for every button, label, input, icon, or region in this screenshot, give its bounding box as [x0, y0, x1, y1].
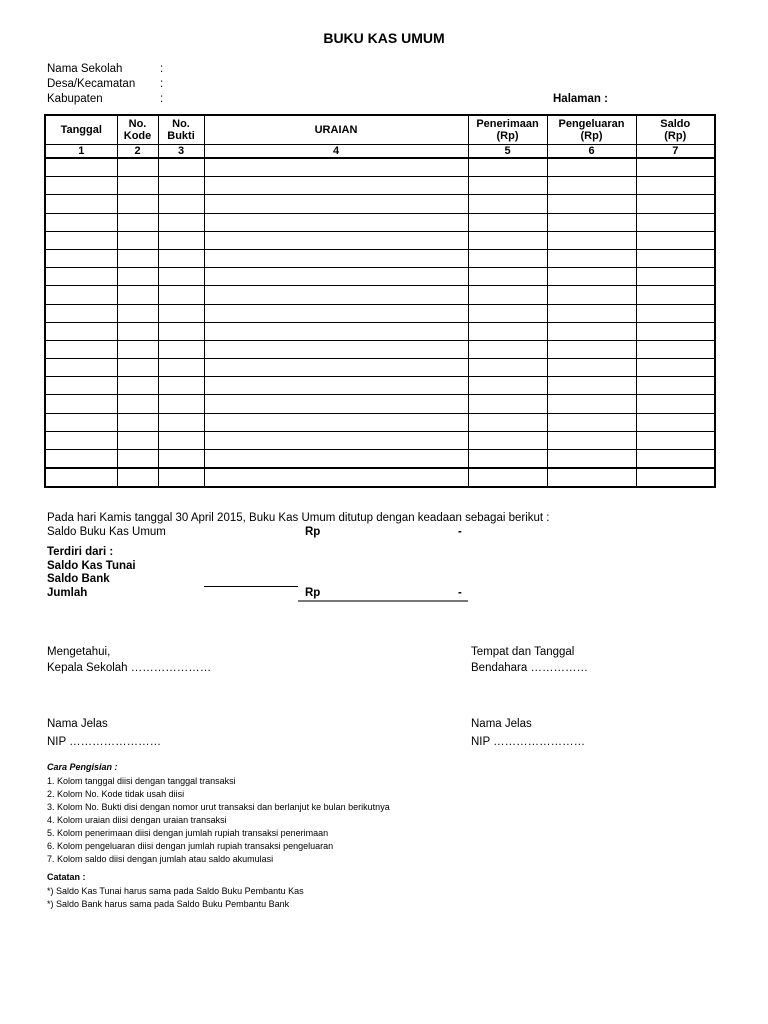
sig-right-name: Nama Jelas — [471, 718, 532, 730]
table-cell[interactable] — [45, 413, 117, 431]
table-cell[interactable] — [158, 340, 204, 358]
table-cell[interactable] — [204, 213, 468, 231]
table-cell[interactable] — [117, 195, 158, 213]
col-header-penerimaan: Penerimaan (Rp) — [468, 115, 547, 145]
col-number: 6 — [547, 145, 636, 159]
table-cell[interactable] — [204, 431, 468, 449]
table-cell[interactable] — [636, 322, 715, 340]
table-cell[interactable] — [117, 340, 158, 358]
table-cell[interactable] — [117, 359, 158, 377]
page-title: BUKU KAS UMUM — [323, 30, 445, 46]
total-underline — [298, 600, 468, 602]
table-cell[interactable] — [204, 450, 468, 469]
table-cell[interactable] — [204, 322, 468, 340]
table-cell[interactable] — [45, 286, 117, 304]
halaman-label: Halaman : — [553, 93, 608, 105]
sig-left-nip: NIP …………………… — [47, 736, 162, 748]
saldo-buku-kas-label: Saldo Buku Kas Umum — [47, 526, 166, 538]
col-number: 2 — [117, 145, 158, 159]
table-cell[interactable] — [468, 468, 547, 487]
table-cell[interactable] — [204, 413, 468, 431]
table-cell[interactable] — [117, 213, 158, 231]
terdiri-label: Terdiri dari : — [47, 546, 114, 558]
table-cell[interactable] — [204, 340, 468, 358]
table-cell[interactable] — [204, 359, 468, 377]
table-cell[interactable] — [468, 450, 547, 469]
sig-left-name: Nama Jelas — [47, 718, 108, 730]
table-cell[interactable] — [158, 177, 204, 195]
table-cell[interactable] — [468, 340, 547, 358]
table-cell[interactable] — [45, 322, 117, 340]
table-cell[interactable] — [45, 431, 117, 449]
jumlah-label: Jumlah — [47, 587, 88, 599]
table-row — [45, 377, 715, 395]
jumlah-rp-label: Rp — [305, 587, 321, 599]
table-row — [45, 450, 715, 469]
table-cell[interactable] — [547, 158, 636, 177]
table-cell[interactable] — [45, 395, 117, 413]
table-row — [45, 322, 715, 340]
table-cell[interactable] — [158, 431, 204, 449]
table-cell[interactable] — [204, 177, 468, 195]
field-sep-nama-sekolah: : — [160, 63, 164, 75]
table-cell[interactable] — [158, 450, 204, 469]
table-cell[interactable] — [636, 268, 715, 286]
table-cell[interactable] — [547, 213, 636, 231]
table-cell[interactable] — [468, 286, 547, 304]
sig-right-nip: NIP …………………… — [471, 736, 586, 748]
table-cell[interactable] — [117, 231, 158, 249]
col-header-pengeluaran: Pengeluaran (Rp) — [547, 115, 636, 145]
field-label-nama-sekolah: Nama Sekolah — [47, 63, 123, 75]
table-cell[interactable] — [547, 304, 636, 322]
table-row — [45, 359, 715, 377]
table-cell[interactable] — [547, 450, 636, 469]
table-cell[interactable] — [117, 304, 158, 322]
table-cell[interactable] — [468, 231, 547, 249]
col-header-no-bukti: No. Bukti — [158, 115, 204, 145]
table-total-row — [45, 468, 715, 487]
table-row — [45, 413, 715, 431]
table-cell[interactable] — [468, 413, 547, 431]
table-cell[interactable] — [547, 249, 636, 267]
jumlah-value: - — [458, 587, 462, 599]
table-cell[interactable] — [547, 413, 636, 431]
instruction-item: 4. Kolom uraian diisi dengan uraian transaksi — [47, 815, 227, 825]
table-cell[interactable] — [204, 377, 468, 395]
table-cell[interactable] — [117, 249, 158, 267]
table-cell[interactable] — [45, 249, 117, 267]
table-cell[interactable] — [204, 231, 468, 249]
table-cell[interactable] — [45, 231, 117, 249]
table-cell[interactable] — [204, 395, 468, 413]
table-cell[interactable] — [204, 195, 468, 213]
table-cell[interactable] — [204, 304, 468, 322]
table-cell[interactable] — [636, 413, 715, 431]
table-cell[interactable] — [547, 231, 636, 249]
table-row — [45, 158, 715, 177]
col-header-saldo: Saldo (Rp) — [636, 115, 715, 145]
table-cell[interactable] — [45, 468, 117, 487]
col-header-no-kode: No. Kode — [117, 115, 158, 145]
table-cell[interactable] — [117, 322, 158, 340]
table-cell[interactable] — [468, 268, 547, 286]
table-cell[interactable] — [468, 431, 547, 449]
table-cell[interactable] — [45, 177, 117, 195]
table-cell[interactable] — [468, 304, 547, 322]
sig-left-line2: Kepala Sekolah ………………… — [47, 662, 212, 674]
sig-right-line2: Bendahara …………… — [471, 662, 588, 674]
table-cell[interactable] — [636, 231, 715, 249]
table-row — [45, 304, 715, 322]
instruction-item: 5. Kolom penerimaan diisi dengan jumlah rupiah transaksi penerimaan — [47, 828, 329, 838]
instruction-item: 7. Kolom saldo diisi dengan jumlah atau saldo akumulasi — [47, 854, 274, 864]
table-cell[interactable] — [636, 377, 715, 395]
table-cell[interactable] — [547, 268, 636, 286]
column-number-row — [45, 145, 715, 159]
table-cell[interactable] — [468, 377, 547, 395]
table-row — [45, 177, 715, 195]
sig-right-line1: Tempat dan Tanggal — [471, 646, 575, 658]
table-cell[interactable] — [158, 377, 204, 395]
table-cell[interactable] — [158, 213, 204, 231]
field-label-desa-kecamatan: Desa/Kecamatan — [47, 78, 136, 90]
table-cell[interactable] — [547, 286, 636, 304]
table-row — [45, 268, 715, 286]
table-row — [45, 395, 715, 413]
table-cell[interactable] — [204, 468, 468, 487]
table-cell[interactable] — [547, 177, 636, 195]
saldo-rp-label: Rp — [305, 526, 321, 538]
ledger-body — [45, 158, 715, 487]
col-number: 4 — [204, 145, 468, 159]
field-sep-kabupaten: : — [160, 93, 164, 105]
table-cell[interactable] — [204, 286, 468, 304]
table-cell[interactable] — [468, 177, 547, 195]
table-cell[interactable] — [117, 395, 158, 413]
table-cell[interactable] — [117, 431, 158, 449]
notes-list — [47, 885, 304, 911]
instruction-item: 6. Kolom pengeluaran diisi dengan jumlah rupiah transaksi pengeluaran — [47, 841, 334, 851]
table-cell[interactable] — [158, 286, 204, 304]
instruction-item: 3. Kolom No. Bukti disi dengan nomor urut transaksi dan berlanjut ke bulan berikutnya — [47, 802, 390, 812]
table-cell[interactable] — [45, 304, 117, 322]
note-item: *) Saldo Kas Tunai harus sama pada Saldo Buku Pembantu Kas — [47, 886, 304, 896]
table-cell[interactable] — [204, 158, 468, 177]
table-cell[interactable] — [547, 431, 636, 449]
table-row — [45, 286, 715, 304]
table-cell[interactable] — [117, 177, 158, 195]
table-cell[interactable] — [117, 268, 158, 286]
col-number: 3 — [158, 145, 204, 159]
table-cell[interactable] — [636, 249, 715, 267]
instruction-item: 2. Kolom No. Kode tidak usah diisi — [47, 789, 185, 799]
table-cell[interactable] — [45, 158, 117, 177]
table-cell[interactable] — [158, 304, 204, 322]
table-cell[interactable] — [468, 322, 547, 340]
table-cell[interactable] — [547, 322, 636, 340]
table-cell[interactable] — [158, 195, 204, 213]
col-header-tanggal: Tanggal — [45, 115, 117, 145]
table-cell[interactable] — [636, 450, 715, 469]
table-cell[interactable] — [158, 268, 204, 286]
bank-label: Saldo Bank — [47, 573, 110, 585]
closing-text: Pada hari Kamis tanggal 30 April 2015, Buku Kas Umum ditutup dengan keadaan sebagai berikut : — [47, 512, 550, 524]
table-cell[interactable] — [636, 195, 715, 213]
table-cell[interactable] — [45, 340, 117, 358]
table-header-row — [45, 115, 715, 145]
table-cell[interactable] — [468, 195, 547, 213]
table-cell[interactable] — [636, 431, 715, 449]
table-cell[interactable] — [547, 195, 636, 213]
sig-left-line1: Mengetahui, — [47, 646, 111, 658]
field-label-kabupaten: Kabupaten — [47, 93, 103, 105]
table-cell[interactable] — [158, 322, 204, 340]
table-cell[interactable] — [45, 359, 117, 377]
table-cell[interactable] — [158, 231, 204, 249]
note-item: *) Saldo Bank harus sama pada Saldo Buku Pembantu Bank — [47, 899, 290, 909]
table-row — [45, 231, 715, 249]
instructions-list — [47, 775, 390, 866]
table-cell[interactable] — [636, 468, 715, 487]
ledger-table — [44, 114, 716, 488]
table-cell[interactable] — [158, 359, 204, 377]
kas-tunai-label: Saldo Kas Tunai — [47, 560, 136, 572]
table-row — [45, 213, 715, 231]
instructions-heading: Cara Pengisian : — [47, 762, 118, 772]
table-cell[interactable] — [636, 286, 715, 304]
table-cell[interactable] — [547, 395, 636, 413]
col-number: 1 — [45, 145, 117, 159]
table-cell[interactable] — [547, 359, 636, 377]
notes-heading: Catatan : — [47, 872, 86, 882]
table-cell[interactable] — [117, 158, 158, 177]
saldo-value: - — [458, 526, 462, 538]
table-cell[interactable] — [204, 249, 468, 267]
table-cell[interactable] — [117, 377, 158, 395]
table-cell[interactable] — [547, 377, 636, 395]
table-cell[interactable] — [45, 213, 117, 231]
table-cell[interactable] — [45, 268, 117, 286]
table-cell[interactable] — [158, 468, 204, 487]
table-cell[interactable] — [45, 377, 117, 395]
table-cell[interactable] — [468, 359, 547, 377]
table-row — [45, 195, 715, 213]
subtotal-line — [204, 586, 298, 587]
table-cell[interactable] — [158, 249, 204, 267]
table-cell[interactable] — [636, 340, 715, 358]
table-cell[interactable] — [636, 304, 715, 322]
table-cell[interactable] — [547, 340, 636, 358]
table-cell[interactable] — [636, 359, 715, 377]
table-cell[interactable] — [158, 395, 204, 413]
table-cell[interactable] — [547, 468, 636, 487]
table-cell[interactable] — [636, 395, 715, 413]
table-cell[interactable] — [45, 450, 117, 469]
table-cell[interactable] — [117, 468, 158, 487]
table-row — [45, 431, 715, 449]
field-sep-desa-kecamatan: : — [160, 78, 164, 90]
table-cell[interactable] — [468, 395, 547, 413]
table-cell[interactable] — [117, 450, 158, 469]
col-number: 7 — [636, 145, 715, 159]
table-cell[interactable] — [117, 286, 158, 304]
table-cell[interactable] — [468, 249, 547, 267]
table-cell[interactable] — [45, 195, 117, 213]
table-cell[interactable] — [117, 413, 158, 431]
table-cell[interactable] — [636, 213, 715, 231]
col-header-uraian: URAIAN — [204, 115, 468, 145]
instruction-item: 1. Kolom tanggal diisi dengan tanggal transaksi — [47, 776, 236, 786]
col-number: 5 — [468, 145, 547, 159]
table-row — [45, 340, 715, 358]
table-row — [45, 249, 715, 267]
table-cell[interactable] — [204, 268, 468, 286]
table-cell[interactable] — [636, 158, 715, 177]
table-cell[interactable] — [468, 213, 547, 231]
table-cell[interactable] — [158, 158, 204, 177]
table-cell[interactable] — [158, 413, 204, 431]
table-cell[interactable] — [468, 158, 547, 177]
table-cell[interactable] — [636, 177, 715, 195]
